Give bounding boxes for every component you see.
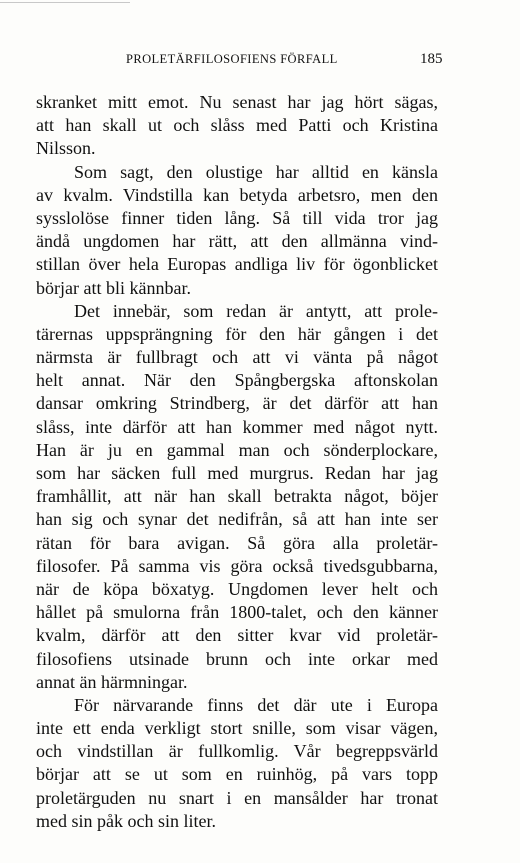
body-text bbox=[36, 91, 438, 833]
text-line: dansar omkring Strindberg, är det därför att han bbox=[36, 393, 438, 414]
text-line: helt annat. När den Spångbergska aftonskolan bbox=[36, 370, 438, 391]
scan-edge-rule bbox=[0, 2, 130, 3]
running-head bbox=[36, 51, 443, 72]
text-line: han sig och synar det nedifrån, så att han inte ser bbox=[36, 509, 438, 530]
text-line: med sin påk och sin liter. bbox=[36, 810, 216, 831]
text-line: och vindstillan är fullkomlig. Vår begreppsvärld bbox=[36, 741, 438, 762]
text-line: att han skall ut och slåss med Patti och Kristina bbox=[36, 115, 438, 136]
text-line: hållet på smulorna från 1800-talet, och den känner bbox=[36, 602, 438, 623]
text-line: stillan över hela Europas andliga liv för ögonblicket bbox=[36, 254, 438, 275]
text-line: skranket mitt emot. Nu senast har jag hört sägas, bbox=[36, 92, 438, 112]
paragraph-start-line: För närvarande finns det där ute i Europa bbox=[74, 694, 438, 715]
text-line: sysslolöse finner tiden lång. Så till vida tror jag bbox=[36, 207, 438, 228]
text-line: Han är ju en gammal man och sönderplockare, bbox=[36, 439, 438, 460]
text-line: rätan för bara avigan. Så göra alla proletär- bbox=[36, 532, 438, 553]
text-line: Nilsson. bbox=[36, 138, 96, 159]
text-line: som har säcken full med murgrus. Redan har jag bbox=[36, 463, 438, 483]
text-line: slåss, inte därför att han kommer med något nytt. bbox=[36, 416, 438, 437]
page-number: 185 bbox=[420, 51, 443, 67]
text-line: tärernas uppsprängning för den här gången i det bbox=[36, 323, 438, 344]
text-line: närmsta är fullbragt och att vi vänta på något bbox=[36, 347, 438, 368]
text-line: framhållit, att när han skall betrakta något, böjer bbox=[36, 486, 438, 507]
text-line: inte ett enda verkligt stort snille, som visar vägen, bbox=[36, 718, 438, 739]
text-line: när de köpa böxatyg. Ungdomen lever helt och bbox=[36, 578, 438, 599]
paragraph-start-line: Som sagt, den olustige har alltid en känsla bbox=[74, 161, 438, 182]
text-line: börjar att se ut som en ruinhög, på vars topp bbox=[36, 764, 438, 785]
text-line: filosofiens utsinade brunn och inte orkar med bbox=[36, 648, 438, 669]
text-line: börjar att bli kännbar. bbox=[36, 277, 191, 298]
text-line: annat än härmningar. bbox=[36, 671, 188, 692]
paragraph-start-line: Det innebär, som redan är antytt, att prole- bbox=[74, 300, 438, 321]
running-title: PROLETÄRFILOSOFIENS FÖRFALL bbox=[126, 52, 338, 66]
text-line: proletärguden nu snart i en mansålder har tronat bbox=[36, 787, 438, 808]
text-line: filosofer. På samma vis göra också tivedsgubbarna, bbox=[36, 555, 438, 576]
text-line: ändå ungdomen har rätt, att den allmänna vind- bbox=[36, 231, 438, 252]
text-line: av kvalm. Vindstilla kan betyda arbetsro, men den bbox=[36, 184, 438, 205]
text-line: kvalm, därför att den sitter kvar vid proletär- bbox=[36, 625, 438, 646]
